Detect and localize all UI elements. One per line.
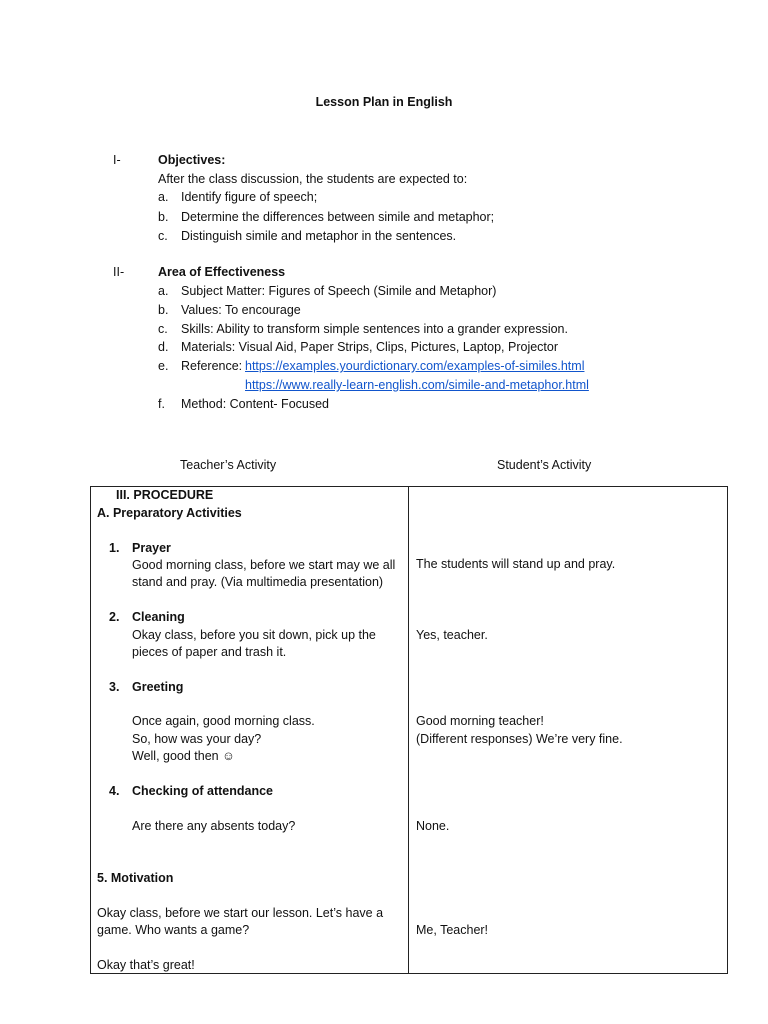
motivation-line-1: Okay class, before we start our lesson. Let’s have a [97,906,384,920]
objectives-heading: Objectives: [158,153,226,167]
area-e-text: Reference: [181,359,243,373]
greeting-line-3: Well, good then ☺ [132,749,235,763]
area-numeral: II- [113,265,125,279]
area-c-marker: c. [158,322,168,336]
reference-link-2[interactable]: https://www.really-learn-english.com/simile-and-metaphor.html [245,378,589,392]
attendance-line-1: Are there any absents today? [132,819,296,833]
cleaning-title: Cleaning [132,610,185,624]
cleaning-response: Yes, teacher. [416,628,488,642]
student-activity-heading: Student’s Activity [497,458,592,472]
table-column-divider [408,486,409,974]
objective-c-text: Distinguish simile and metaphor in the sentences. [181,229,457,243]
attendance-number: 4. [109,784,120,798]
objective-b-text: Determine the differences between simile and metaphor; [181,210,495,224]
objective-a-marker: a. [158,190,169,204]
area-heading: Area of Effectiveness [158,265,286,279]
prayer-number: 1. [109,541,120,555]
teacher-activity-heading: Teacher’s Activity [180,458,277,472]
motivation-line-2: game. Who wants a game? [97,923,250,937]
greeting-line-2: So, how was your day? [132,732,262,746]
motivation-line-3: Okay that’s great! [97,958,195,972]
prayer-line-2: stand and pray. (Via multimedia presentation) [132,575,384,589]
greeting-response-1: Good morning teacher! [416,714,544,728]
area-f-marker: f. [158,397,165,411]
area-d-text: Materials: Visual Aid, Paper Strips, Clips, Pictures, Laptop, Projector [181,340,559,354]
area-e-marker: e. [158,359,169,373]
cleaning-number: 2. [109,610,120,624]
objective-a-text: Identify figure of speech; [181,190,318,204]
attendance-response: None. [416,819,450,833]
greeting-response-2: (Different responses) We’re very fine. [416,732,623,746]
objective-b-marker: b. [158,210,169,224]
area-b-marker: b. [158,303,169,317]
preparatory-heading: A. Preparatory Activities [97,506,242,520]
area-f-text: Method: Content- Focused [181,397,329,411]
area-a-marker: a. [158,284,169,298]
procedure-heading: III. PROCEDURE [116,488,214,502]
cleaning-line-2: pieces of paper and trash it. [132,645,287,659]
greeting-number: 3. [109,680,120,694]
prayer-title: Prayer [132,541,171,555]
greeting-line-1: Once again, good morning class. [132,714,315,728]
attendance-title: Checking of attendance [132,784,273,798]
area-d-marker: d. [158,340,169,354]
objectives-numeral: I- [113,153,121,167]
greeting-title: Greeting [132,680,184,694]
motivation-response: Me, Teacher! [416,923,489,937]
reference-link-1[interactable]: https://examples.yourdictionary.com/examples-of-similes.html [245,359,585,373]
prayer-line-1: Good morning class, before we start may we all [132,558,396,572]
objectives-intro: After the class discussion, the students are expected to: [158,172,468,186]
prayer-response: The students will stand up and pray. [416,557,616,571]
cleaning-line-1: Okay class, before you sit down, pick up the [132,628,376,642]
area-b-text: Values: To encourage [181,303,301,317]
area-a-text: Subject Matter: Figures of Speech (Simile and Metaphor) [181,284,497,298]
motivation-title: 5. Motivation [97,871,174,885]
objective-c-marker: c. [158,229,168,243]
area-c-text: Skills: Ability to transform simple sentences into a grander expression. [181,322,568,336]
page-title: Lesson Plan in English [315,95,453,109]
